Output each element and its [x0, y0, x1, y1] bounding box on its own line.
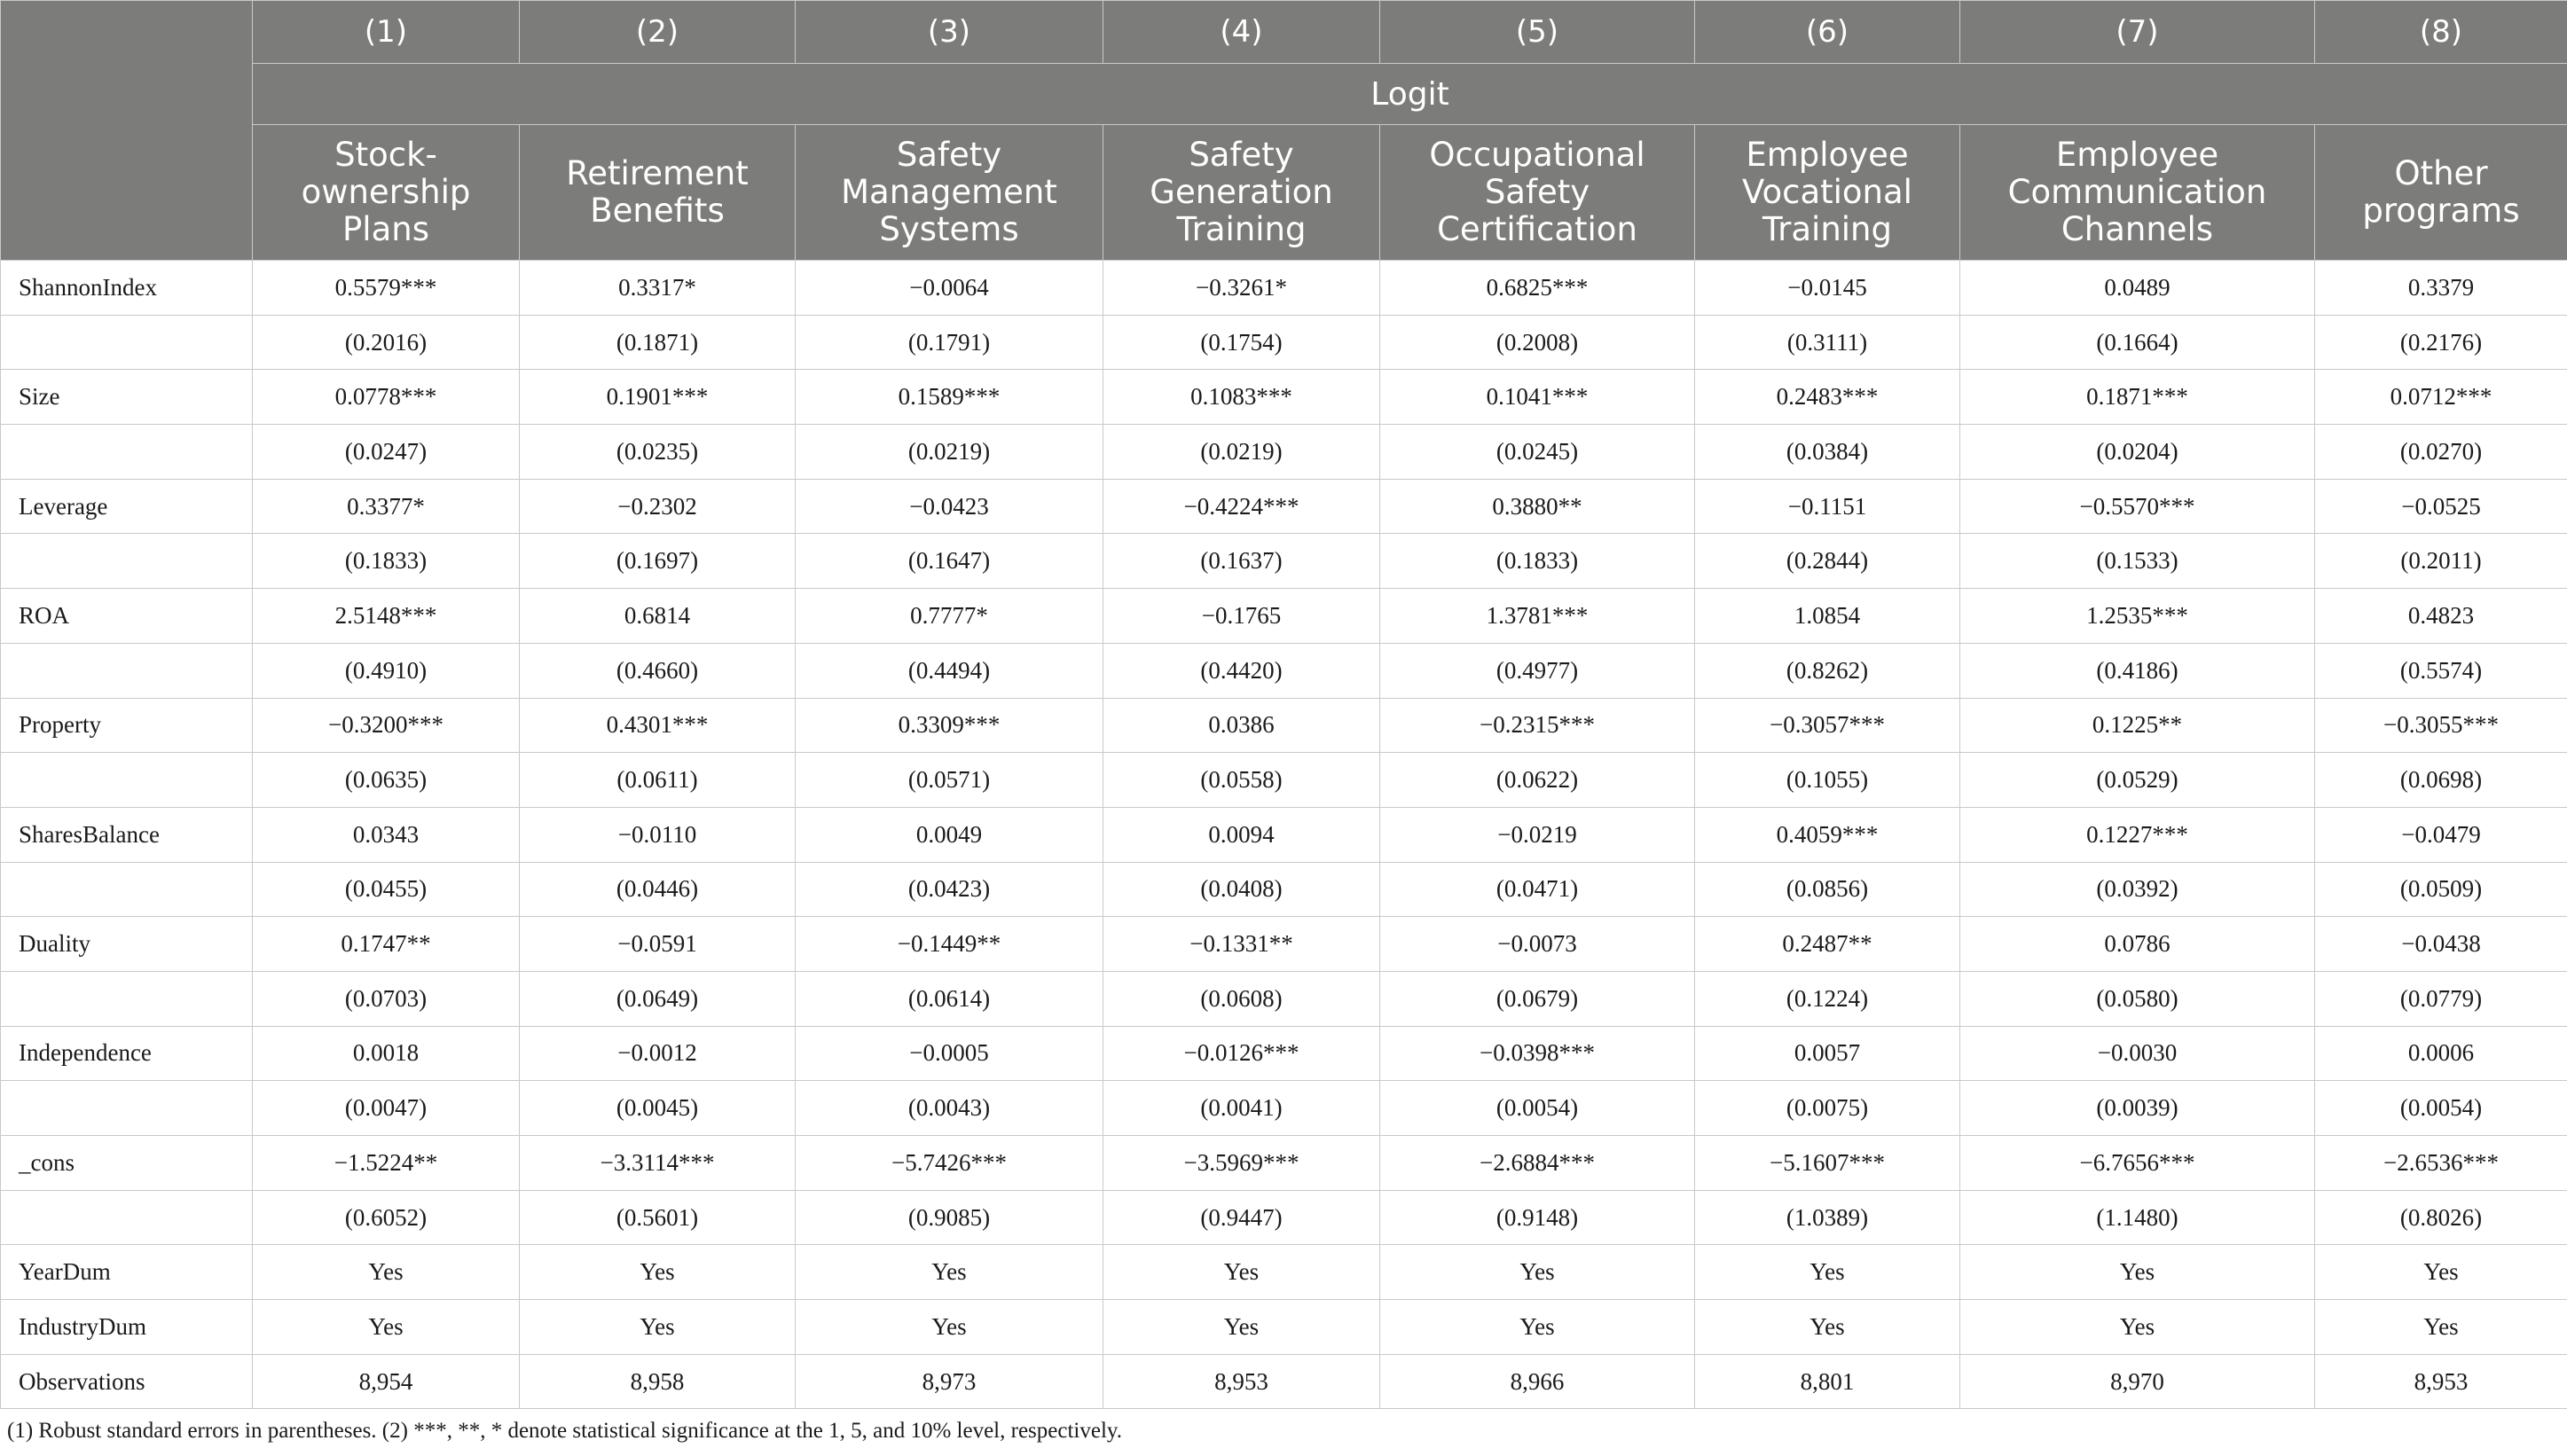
table-row: [1, 807, 2567, 862]
standard-error-cell: (0.0471): [1380, 862, 1695, 917]
coefficient-cell: 8,958: [520, 1354, 796, 1409]
standard-error-row: [1, 315, 2567, 370]
standard-error-cell: (0.5574): [2315, 643, 2567, 698]
coefficient-cell: 0.1589***: [796, 370, 1103, 425]
table-row: [1, 261, 2567, 316]
standard-error-cell: (0.1637): [1103, 534, 1380, 589]
standard-error-cell: (0.0423): [796, 862, 1103, 917]
standard-error-cell: (0.0075): [1695, 1081, 1960, 1136]
coefficient-cell: 0.0712***: [2315, 370, 2567, 425]
standard-error-cell: (0.0558): [1103, 753, 1380, 808]
row-label: Size: [1, 370, 253, 425]
dependent-variable-line: Employee: [1746, 136, 1909, 174]
coefficient-cell: Yes: [1960, 1300, 2315, 1355]
standard-error-cell: (0.1533): [1960, 534, 2315, 589]
dependent-variable-line: Training: [1176, 210, 1307, 248]
coefficient-cell: 0.0386: [1103, 698, 1380, 753]
standard-error-cell: (0.1664): [1960, 315, 2315, 370]
standard-error-cell: (0.2011): [2315, 534, 2567, 589]
standard-error-cell: (0.9447): [1103, 1190, 1380, 1245]
table-row: [1, 1354, 2567, 1409]
coefficient-cell: −0.2302: [520, 479, 796, 534]
row-label: [1, 1081, 253, 1136]
coefficient-cell: Yes: [520, 1300, 796, 1355]
coefficient-cell: 0.0006: [2315, 1026, 2567, 1081]
coefficient-cell: Yes: [2315, 1245, 2567, 1300]
coefficient-cell: −0.0398***: [1380, 1026, 1695, 1081]
standard-error-cell: (0.1224): [1695, 971, 1960, 1026]
column-number: (8): [2315, 1, 2567, 64]
coefficient-cell: 0.3317*: [520, 261, 796, 316]
coefficient-cell: 0.4301***: [520, 698, 796, 753]
coefficient-cell: Yes: [1380, 1245, 1695, 1300]
coefficient-cell: Yes: [1103, 1300, 1380, 1355]
standard-error-cell: (0.3111): [1695, 315, 1960, 370]
coefficient-cell: 0.6814: [520, 589, 796, 644]
standard-error-cell: (0.0856): [1695, 862, 1960, 917]
dependent-variable-header: [520, 125, 796, 261]
coefficient-cell: −0.0012: [520, 1026, 796, 1081]
standard-error-cell: (0.1697): [520, 534, 796, 589]
standard-error-row: [1, 1190, 2567, 1245]
table-header: [1, 1, 2567, 261]
coefficient-cell: Yes: [2315, 1300, 2567, 1355]
coefficient-cell: −0.0145: [1695, 261, 1960, 316]
standard-error-cell: (0.0779): [2315, 971, 2567, 1026]
row-label: Independence: [1, 1026, 253, 1081]
standard-error-cell: (0.1833): [253, 534, 520, 589]
coefficient-cell: −0.1331**: [1103, 917, 1380, 972]
standard-error-cell: (0.0571): [796, 753, 1103, 808]
dependent-variable-line: Certification: [1437, 210, 1637, 248]
coefficient-cell: −0.0073: [1380, 917, 1695, 972]
coefficient-cell: Yes: [1960, 1245, 2315, 1300]
coefficient-cell: −0.5570***: [1960, 479, 2315, 534]
coefficient-cell: 0.0786: [1960, 917, 2315, 972]
row-label: [1, 643, 253, 698]
coefficient-cell: −6.7656***: [1960, 1136, 2315, 1191]
coefficient-cell: −3.3114***: [520, 1136, 796, 1191]
coefficient-cell: Yes: [1695, 1245, 1960, 1300]
standard-error-row: [1, 425, 2567, 480]
coefficient-cell: −0.0591: [520, 917, 796, 972]
coefficient-cell: 0.7777*: [796, 589, 1103, 644]
standard-error-cell: (0.0219): [1103, 425, 1380, 480]
table-notes: (1) Robust standard errors in parentheses. (2) ***, **, * denote statistical significance at the 1, 5, and 10% level, respectively.: [7, 1419, 1123, 1443]
coefficient-cell: −0.0110: [520, 807, 796, 862]
standard-error-cell: (0.0245): [1380, 425, 1695, 480]
coefficient-cell: −0.1765: [1103, 589, 1380, 644]
coefficient-cell: −0.2315***: [1380, 698, 1695, 753]
row-label: [1, 425, 253, 480]
coefficient-cell: Yes: [520, 1245, 796, 1300]
coefficient-cell: 0.3880**: [1380, 479, 1695, 534]
coefficient-cell: 8,973: [796, 1354, 1103, 1409]
standard-error-cell: (0.0039): [1960, 1081, 2315, 1136]
dependent-variable-line: Employee: [2055, 136, 2219, 174]
dependent-variable-line: Vocational: [1742, 173, 1912, 211]
header-stub: [1, 1, 253, 261]
table-row: [1, 589, 2567, 644]
column-number: (2): [520, 1, 796, 64]
standard-error-cell: (0.0392): [1960, 862, 2315, 917]
standard-error-cell: (0.0054): [1380, 1081, 1695, 1136]
standard-error-cell: (0.0608): [1103, 971, 1380, 1026]
column-number: (5): [1380, 1, 1695, 64]
row-label: ROA: [1, 589, 253, 644]
coefficient-cell: −0.0005: [796, 1026, 1103, 1081]
dependent-variable-header: [796, 125, 1103, 261]
coefficient-cell: 0.1227***: [1960, 807, 2315, 862]
dependent-variable-line: Benefits: [590, 192, 725, 230]
standard-error-cell: (0.0047): [253, 1081, 520, 1136]
standard-error-cell: (0.0041): [1103, 1081, 1380, 1136]
standard-error-cell: (0.2176): [2315, 315, 2567, 370]
standard-error-cell: (0.2008): [1380, 315, 1695, 370]
dependent-variable-line: Systems: [879, 210, 1019, 248]
standard-error-cell: (0.9148): [1380, 1190, 1695, 1245]
standard-error-cell: (0.4977): [1380, 643, 1695, 698]
standard-error-cell: (1.1480): [1960, 1190, 2315, 1245]
coefficient-cell: −0.1449**: [796, 917, 1103, 972]
row-label: [1, 315, 253, 370]
standard-error-cell: (0.0622): [1380, 753, 1695, 808]
coefficient-cell: −2.6884***: [1380, 1136, 1695, 1191]
coefficient-cell: −0.0064: [796, 261, 1103, 316]
standard-error-row: [1, 862, 2567, 917]
column-number: (7): [1960, 1, 2315, 64]
table-row: [1, 917, 2567, 972]
standard-error-cell: (0.2844): [1695, 534, 1960, 589]
standard-error-cell: (0.0703): [253, 971, 520, 1026]
dependent-variable-line: Plans: [342, 210, 429, 248]
standard-error-cell: (0.0679): [1380, 971, 1695, 1026]
row-label: Duality: [1, 917, 253, 972]
dependent-variable-line: Management: [841, 173, 1057, 211]
coefficient-cell: −0.3057***: [1695, 698, 1960, 753]
row-label: Observations: [1, 1354, 253, 1409]
dependent-variable-line: Training: [1762, 210, 1892, 248]
standard-error-cell: (0.0649): [520, 971, 796, 1026]
coefficient-cell: −5.1607***: [1695, 1136, 1960, 1191]
coefficient-cell: −0.0423: [796, 479, 1103, 534]
column-number: (1): [253, 1, 520, 64]
coefficient-cell: 0.3309***: [796, 698, 1103, 753]
standard-error-cell: (0.0455): [253, 862, 520, 917]
standard-error-cell: (0.0219): [796, 425, 1103, 480]
coefficient-cell: 0.0778***: [253, 370, 520, 425]
coefficient-cell: Yes: [1103, 1245, 1380, 1300]
coefficient-cell: 0.1083***: [1103, 370, 1380, 425]
column-number: (6): [1695, 1, 1960, 64]
dependent-variable-line: Communication: [2007, 173, 2267, 211]
coefficient-cell: 8,970: [1960, 1354, 2315, 1409]
coefficient-cell: 0.1225**: [1960, 698, 2315, 753]
coefficient-cell: 0.0057: [1695, 1026, 1960, 1081]
coefficient-cell: 1.0854: [1695, 589, 1960, 644]
dependent-variable-line: programs: [2362, 192, 2520, 230]
dependent-variable-line: Generation: [1150, 173, 1333, 211]
standard-error-cell: (0.2016): [253, 315, 520, 370]
standard-error-cell: (1.0389): [1695, 1190, 1960, 1245]
standard-error-cell: (0.0054): [2315, 1081, 2567, 1136]
row-label: [1, 753, 253, 808]
row-label: [1, 1190, 253, 1245]
standard-error-cell: (0.5601): [520, 1190, 796, 1245]
table-body: [1, 261, 2567, 1409]
column-number: (3): [796, 1, 1103, 64]
dependent-variable-header: [1960, 125, 2315, 261]
coefficient-cell: −0.0479: [2315, 807, 2567, 862]
coefficient-cell: 8,953: [1103, 1354, 1380, 1409]
standard-error-row: [1, 1081, 2567, 1136]
standard-error-cell: (0.8262): [1695, 643, 1960, 698]
coefficient-cell: 2.5148***: [253, 589, 520, 644]
coefficient-cell: 8,953: [2315, 1354, 2567, 1409]
dependent-variable-header: [1103, 125, 1380, 261]
coefficient-cell: 1.2535***: [1960, 589, 2315, 644]
column-number: (4): [1103, 1, 1380, 64]
standard-error-cell: (0.4420): [1103, 643, 1380, 698]
standard-error-cell: (0.0614): [796, 971, 1103, 1026]
coefficient-cell: −0.0126***: [1103, 1026, 1380, 1081]
coefficient-cell: Yes: [796, 1300, 1103, 1355]
coefficient-cell: 0.2483***: [1695, 370, 1960, 425]
standard-error-cell: (0.0408): [1103, 862, 1380, 917]
standard-error-cell: (0.9085): [796, 1190, 1103, 1245]
coefficient-cell: 8,801: [1695, 1354, 1960, 1409]
coefficient-cell: −0.3055***: [2315, 698, 2567, 753]
coefficient-cell: 0.1871***: [1960, 370, 2315, 425]
dependent-variable-line: Safety: [1189, 136, 1294, 174]
coefficient-cell: 0.3379: [2315, 261, 2567, 316]
coefficient-cell: 0.1747**: [253, 917, 520, 972]
coefficient-cell: 0.0489: [1960, 261, 2315, 316]
coefficient-cell: 0.5579***: [253, 261, 520, 316]
coefficient-cell: −0.0030: [1960, 1026, 2315, 1081]
standard-error-cell: (0.8026): [2315, 1190, 2567, 1245]
standard-error-cell: (0.0235): [520, 425, 796, 480]
standard-error-cell: (0.0247): [253, 425, 520, 480]
dependent-variable-header: [2315, 125, 2567, 261]
standard-error-cell: (0.0384): [1695, 425, 1960, 480]
coefficient-cell: Yes: [1380, 1300, 1695, 1355]
coefficient-cell: 0.0018: [253, 1026, 520, 1081]
standard-error-cell: (0.0446): [520, 862, 796, 917]
coefficient-cell: 0.4059***: [1695, 807, 1960, 862]
coefficient-cell: −0.1151: [1695, 479, 1960, 534]
table-row: [1, 1026, 2567, 1081]
standard-error-cell: (0.4910): [253, 643, 520, 698]
row-label: [1, 971, 253, 1026]
standard-error-cell: (0.0045): [520, 1081, 796, 1136]
coefficient-cell: −5.7426***: [796, 1136, 1103, 1191]
table-row: [1, 698, 2567, 753]
coefficient-cell: 8,966: [1380, 1354, 1695, 1409]
dependent-variable-line: Occupational: [1429, 136, 1645, 174]
standard-error-cell: (0.0580): [1960, 971, 2315, 1026]
coefficient-cell: Yes: [1695, 1300, 1960, 1355]
row-label: [1, 862, 253, 917]
coefficient-cell: Yes: [796, 1245, 1103, 1300]
coefficient-cell: 0.1901***: [520, 370, 796, 425]
standard-error-cell: (0.0043): [796, 1081, 1103, 1136]
coefficient-cell: 1.3781***: [1380, 589, 1695, 644]
standard-error-cell: (0.0698): [2315, 753, 2567, 808]
dependent-variable-line: Channels: [2061, 210, 2214, 248]
row-label: Property: [1, 698, 253, 753]
coefficient-cell: −0.4224***: [1103, 479, 1380, 534]
dependent-variable-line: Safety: [896, 136, 1002, 174]
coefficient-cell: 8,954: [253, 1354, 520, 1409]
coefficient-cell: −2.6536***: [2315, 1136, 2567, 1191]
coefficient-cell: Yes: [253, 1245, 520, 1300]
coefficient-cell: 0.3377*: [253, 479, 520, 534]
coefficient-cell: −0.0219: [1380, 807, 1695, 862]
coefficient-cell: −0.0525: [2315, 479, 2567, 534]
table-row: [1, 1136, 2567, 1191]
dependent-variable-header: [253, 125, 520, 261]
standard-error-cell: (0.1647): [796, 534, 1103, 589]
standard-error-cell: (0.0611): [520, 753, 796, 808]
coefficient-cell: −0.0438: [2315, 917, 2567, 972]
standard-error-cell: (0.4494): [796, 643, 1103, 698]
table-row: [1, 479, 2567, 534]
row-label: YearDum: [1, 1245, 253, 1300]
dependent-variable-line: Safety: [1484, 173, 1590, 211]
column-number-row: [1, 1, 2567, 64]
standard-error-row: [1, 753, 2567, 808]
dependent-variable-row: [1, 125, 2567, 261]
standard-error-row: [1, 971, 2567, 1026]
standard-error-cell: (0.0204): [1960, 425, 2315, 480]
coefficient-cell: −3.5969***: [1103, 1136, 1380, 1191]
standard-error-cell: (0.0529): [1960, 753, 2315, 808]
coefficient-cell: 0.1041***: [1380, 370, 1695, 425]
table-row: [1, 370, 2567, 425]
coefficient-cell: 0.0343: [253, 807, 520, 862]
coefficient-cell: 0.4823: [2315, 589, 2567, 644]
standard-error-row: [1, 643, 2567, 698]
coefficient-cell: 0.0049: [796, 807, 1103, 862]
standard-error-cell: (0.1833): [1380, 534, 1695, 589]
dependent-variable-line: Other: [2394, 154, 2488, 192]
row-label: ShannonIndex: [1, 261, 253, 316]
table-row: [1, 1245, 2567, 1300]
coefficient-cell: −0.3200***: [253, 698, 520, 753]
coefficient-cell: 0.0094: [1103, 807, 1380, 862]
standard-error-cell: (0.6052): [253, 1190, 520, 1245]
standard-error-cell: (0.1871): [520, 315, 796, 370]
dependent-variable-line: ownership: [301, 173, 471, 211]
standard-error-cell: (0.0270): [2315, 425, 2567, 480]
row-label: IndustryDum: [1, 1300, 253, 1355]
row-label: _cons: [1, 1136, 253, 1191]
coefficient-cell: 0.2487**: [1695, 917, 1960, 972]
coefficient-cell: 0.6825***: [1380, 261, 1695, 316]
standard-error-cell: (0.1791): [796, 315, 1103, 370]
standard-error-cell: (0.4660): [520, 643, 796, 698]
standard-error-cell: (0.0509): [2315, 862, 2567, 917]
standard-error-row: [1, 534, 2567, 589]
row-label: SharesBalance: [1, 807, 253, 862]
dependent-variable-header: [1695, 125, 1960, 261]
standard-error-cell: (0.1055): [1695, 753, 1960, 808]
standard-error-cell: (0.0635): [253, 753, 520, 808]
model-row: [1, 64, 2567, 125]
coefficient-cell: −0.3261*: [1103, 261, 1380, 316]
table-row: [1, 1300, 2567, 1355]
coefficient-cell: Yes: [253, 1300, 520, 1355]
dependent-variable-header: [1380, 125, 1695, 261]
standard-error-cell: (0.4186): [1960, 643, 2315, 698]
coefficient-cell: −1.5224**: [253, 1136, 520, 1191]
dependent-variable-line: Retirement: [566, 154, 749, 192]
model-label: Logit: [253, 64, 2567, 125]
standard-error-cell: (0.1754): [1103, 315, 1380, 370]
row-label: [1, 534, 253, 589]
row-label: Leverage: [1, 479, 253, 534]
dependent-variable-line: Stock-: [334, 136, 437, 174]
